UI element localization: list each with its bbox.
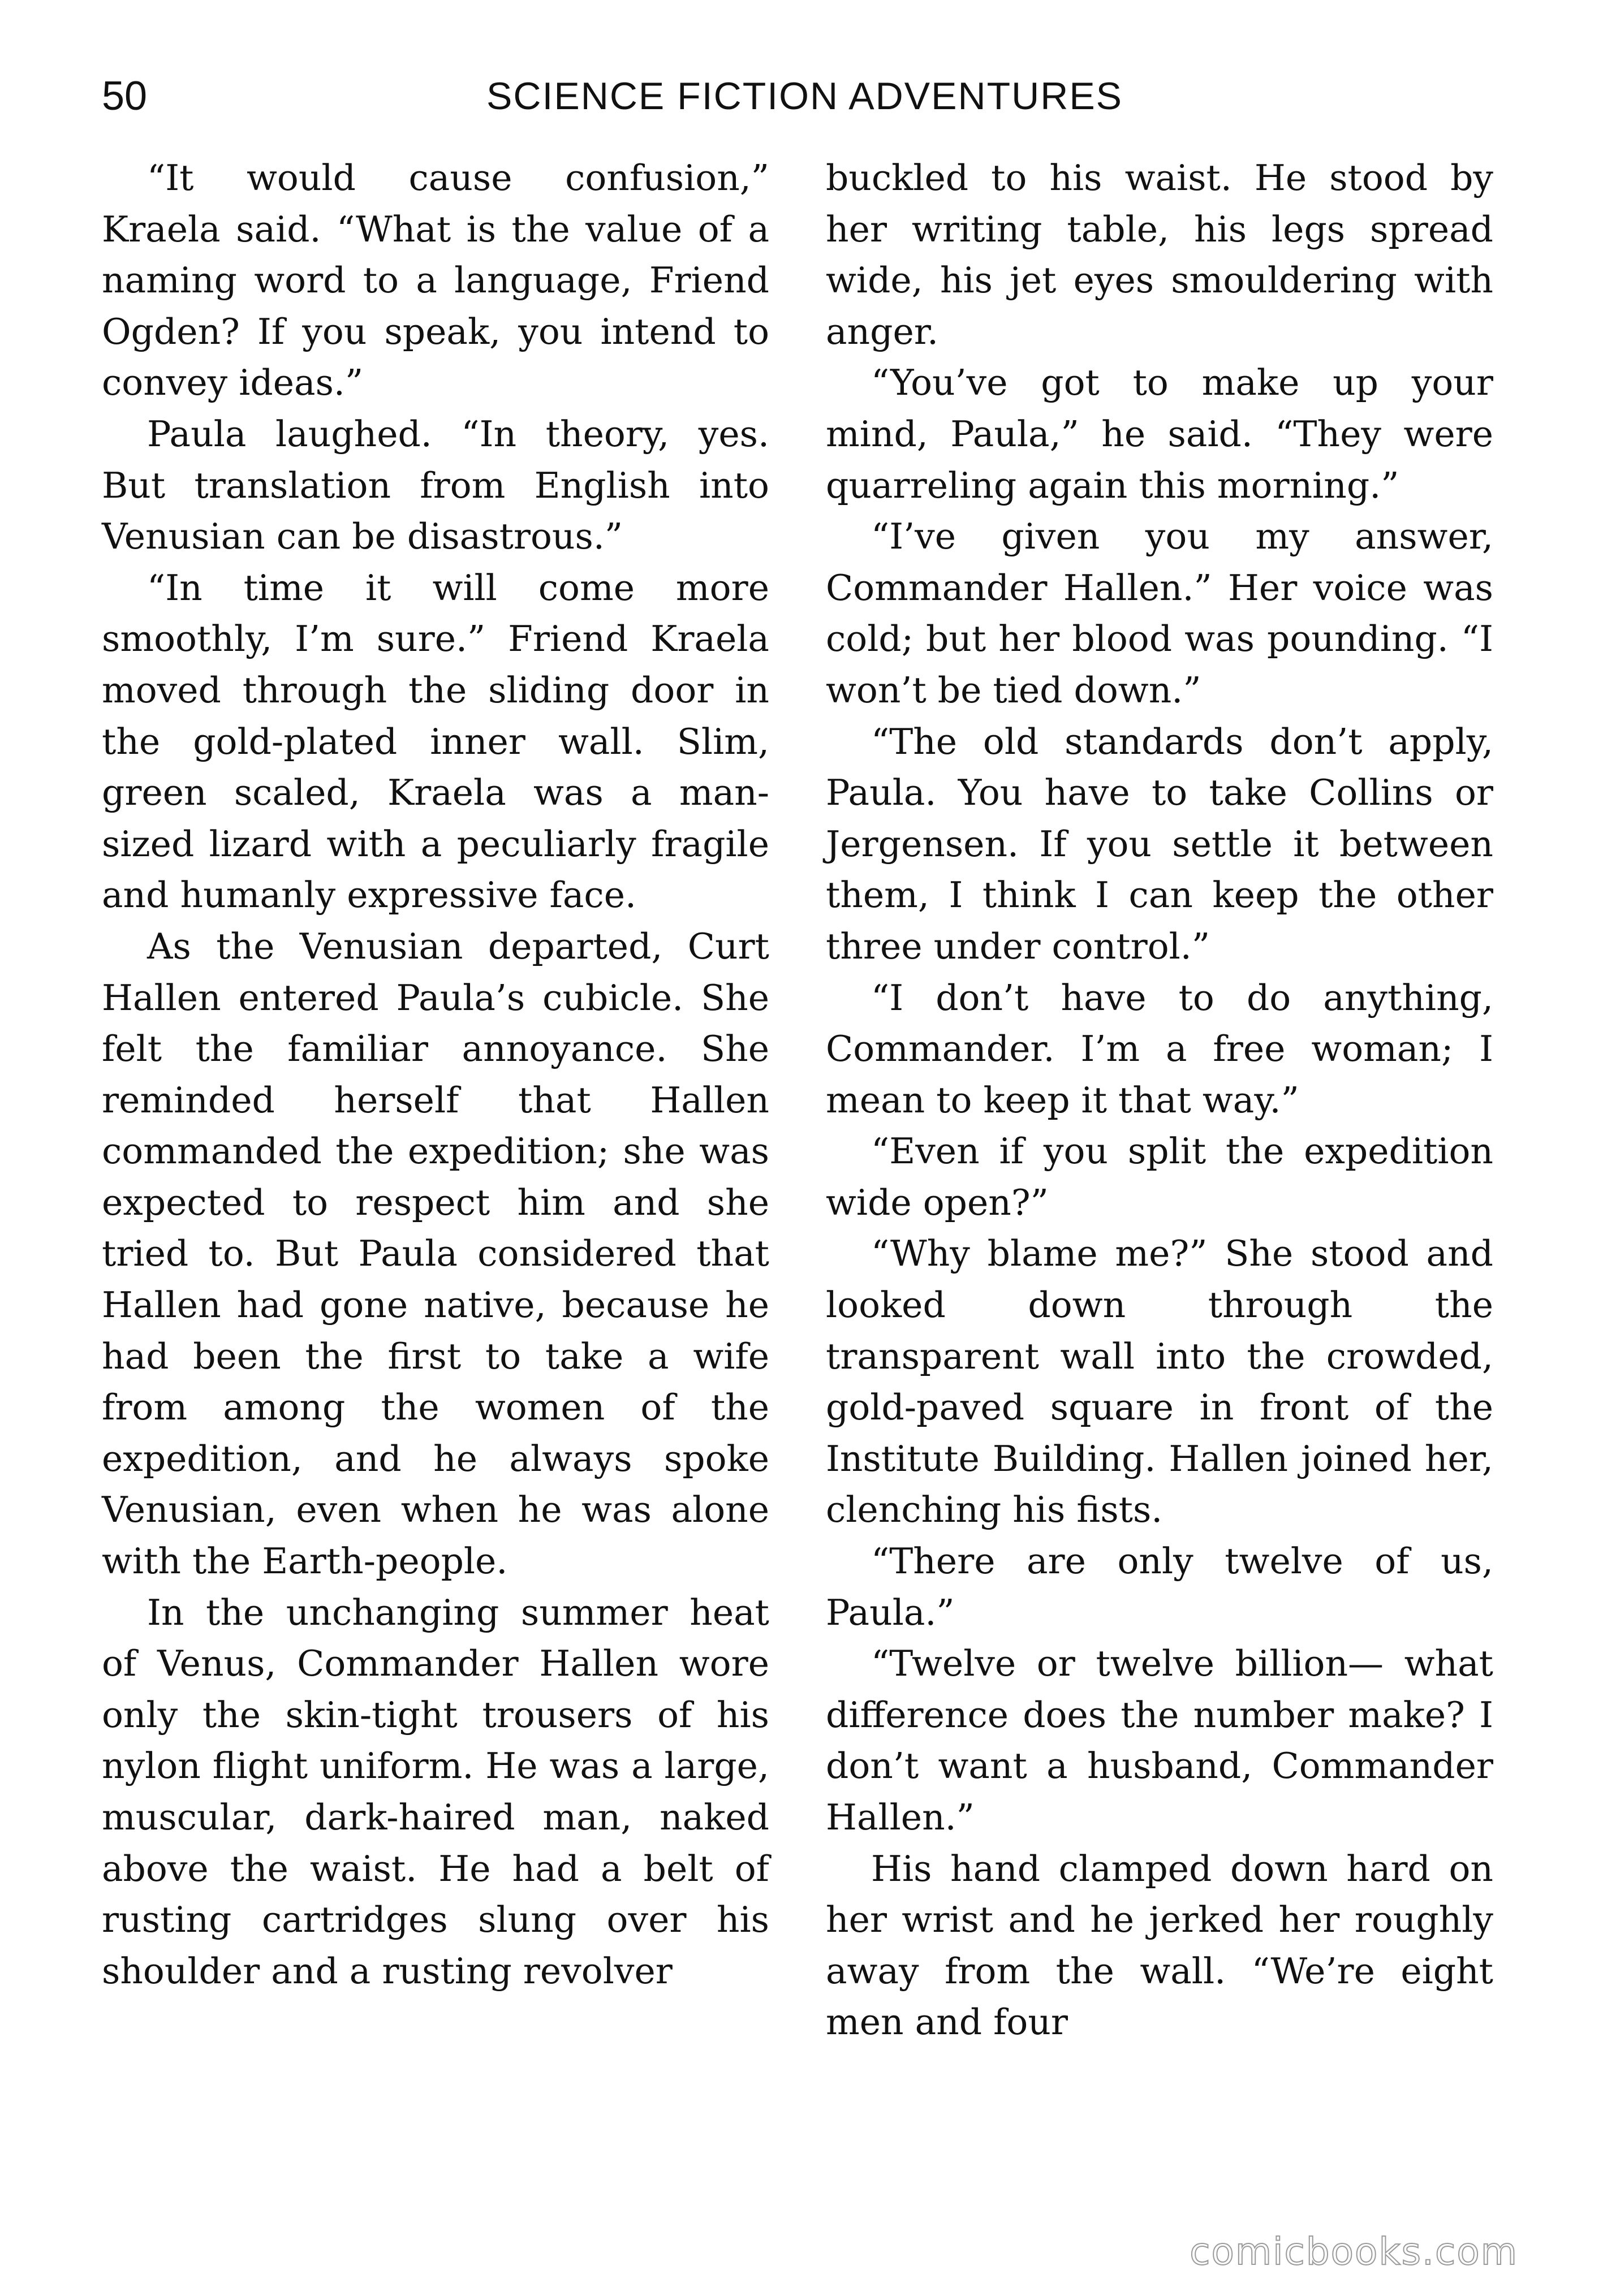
paragraph: In the unchanging summer heat of Venus, Commander Hallen wore only the skin-tight trousers of his nylon flight uniform. He was a large, muscular, dark-haired man, naked above the waist. He had a belt of rusting cartridges slung over his shoulder and a rusting revolver [102,1591,769,1992]
left-column [102,153,769,1997]
paragraph: “It would cause confusion,” Kraela said. “What is the value of a naming word to a language, Friend Ogden? If you speak, you intend to convey ideas.” [102,157,769,404]
paragraph: Paula laughed. “In theory, yes. But translation from English into Venusian can be disastrous.” [102,413,769,558]
paragraph: “I don’t have to do anything, Commander. I’m a free woman; I mean to keep it that way.” [826,977,1493,1121]
paragraph: “In time it will come more smoothly, I’m sure.” Friend Kraela moved through the sliding door in the gold-plated inner wall. Slim, green scaled, Kraela was a man-sized lizard with a peculiarly fragile and humanly expressive face. [102,567,769,916]
continued-paragraph: buckled to his waist. He stood by her writing table, his legs spread wide, his jet eyes smouldering with anger. [826,157,1493,352]
running-title: SCIENCE FICTION ADVENTURES [486,75,1123,118]
paragraph: “There are only twelve of us, Paula.” [826,1540,1493,1633]
paragraph: As the Venusian departed, Curt Hallen entered Paula’s cubicle. She felt the familiar annoyance. She reminded herself that Hallen commanded the expedition; she was expected to respect him and she tried to. But Paula considered that Hallen had gone native, because he had been the first to take a wife from among the women of the expedition, and he always spoke Venusian, even when he was alone with the Earth-people. [102,925,769,1582]
paragraph: “Twelve or twelve billion— what difference does the number make? I don’t want a husband, Commander Hallen.” [826,1643,1493,1838]
paragraph: “The old standards don’t apply, Paula. You have to take Collins or Jergensen. If you settle it between them, I think I can keep the other three under control.” [826,720,1493,967]
watermark: comicbooks.com [1190,2230,1518,2273]
right-column [826,153,1493,2048]
paragraph: His hand clamped down hard on her wrist and he jerked her roughly away from the wall. “We’re eight men and four [826,1848,1493,2043]
paragraph: “Why blame me?” She stood and looked down through the transparent wall into the crowded, gold-paved square in front of the Institute Building. Hallen joined her, clenching his fists. [826,1233,1493,1531]
paragraph: “You’ve got to make up your mind, Paula,” he said. “They were quarreling again this morning.” [826,362,1493,506]
page-number: 50 [102,74,148,119]
page-header [102,68,1505,136]
paragraph: “Even if you split the expedition wide open?” [826,1130,1493,1223]
paragraph: “I’ve given you my answer, Commander Hallen.” Her voice was cold; but her blood was pounding. “I won’t be tied down.” [826,516,1493,711]
